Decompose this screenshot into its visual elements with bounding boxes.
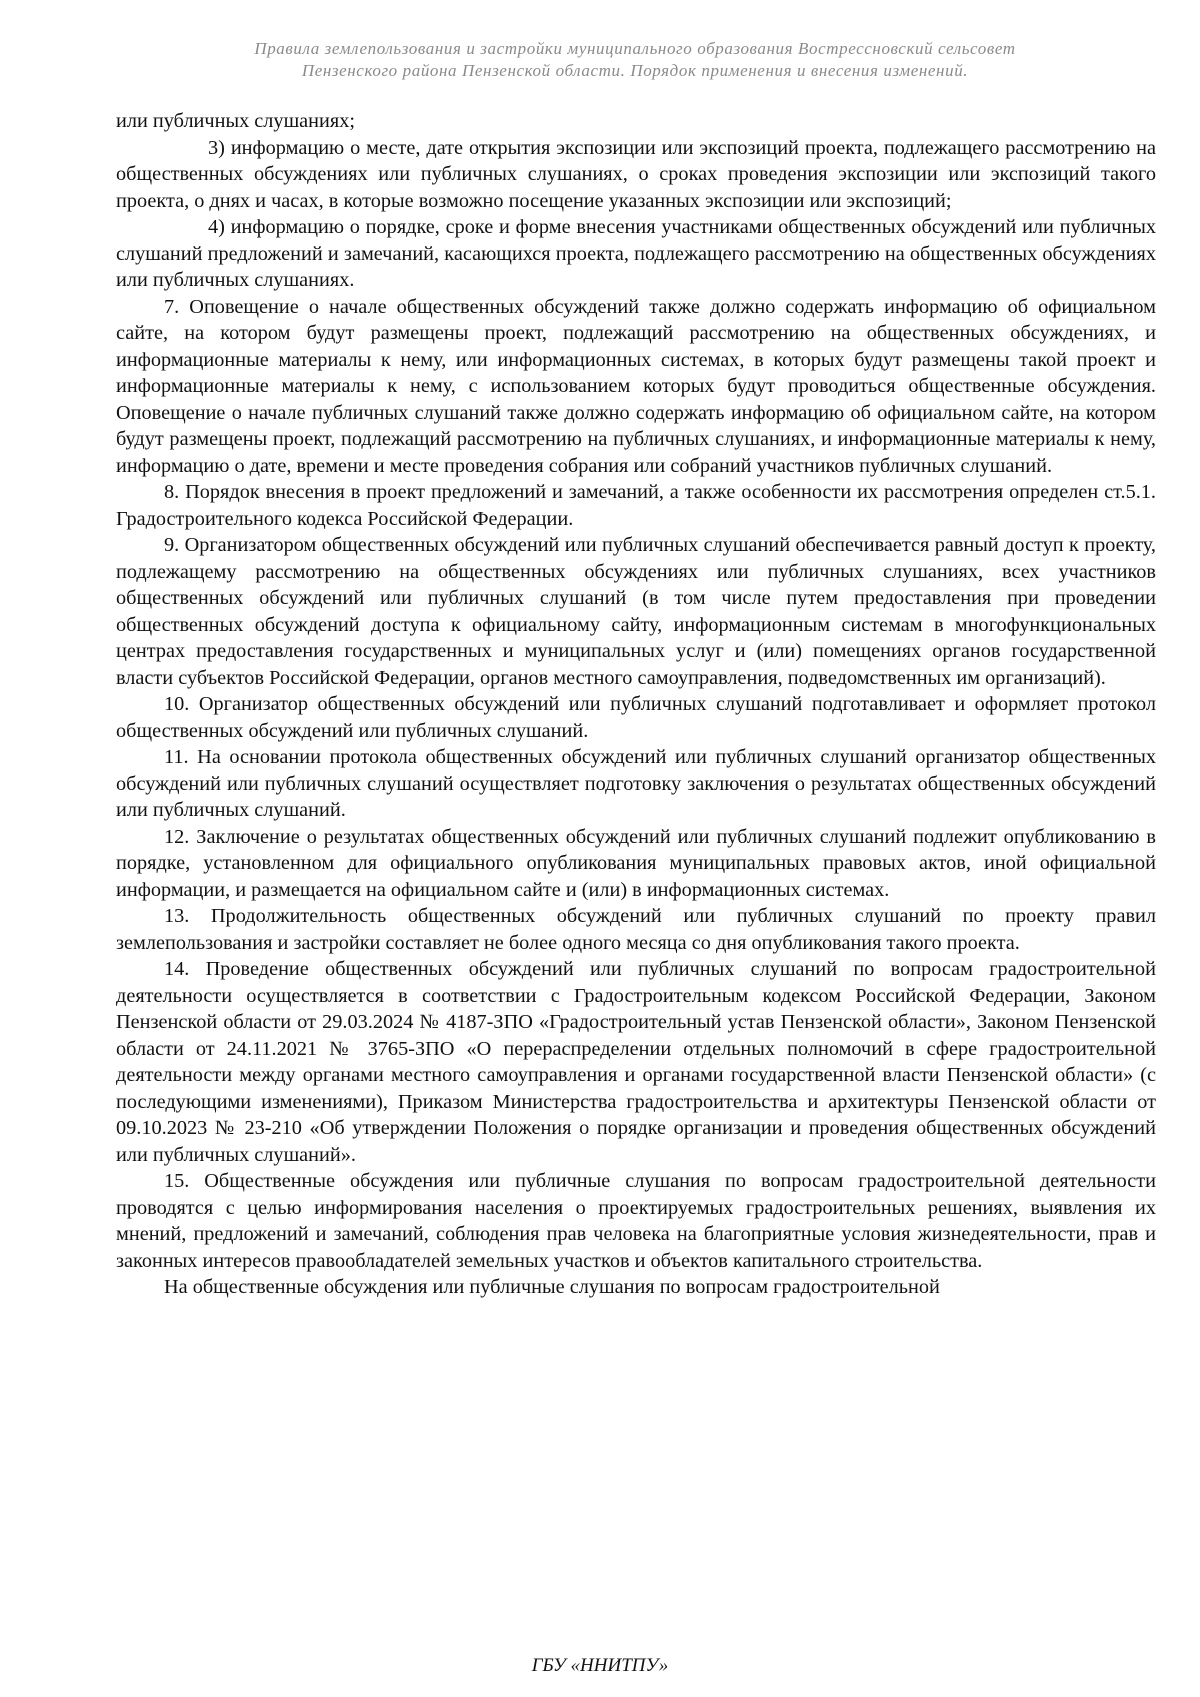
paragraph-item-15-continued: На общественные обсуждения или публичные слушания по вопросам градостроительной bbox=[164, 1276, 940, 1298]
document-body bbox=[116, 108, 1156, 1301]
paragraph-item-11: 11. На основании протокола общественных обсуждений или публичных слушаний организатор общественных обсуждений или публичных слушаний осуществляет подготовку заключения о результатах общественных обсуждений или публичных слушаний. bbox=[116, 746, 1156, 821]
paragraph-item-13: 13. Продолжительность общественных обсуждений или публичных слушаний по проекту правил землепользования и застройки составляет не более одного месяца со дня опубликования такого проекта. bbox=[116, 905, 1156, 954]
paragraph-continuation: или публичных слушаниях; bbox=[116, 110, 355, 132]
paragraph-item-7: 7. Оповещение о начале общественных обсуждений также должно содержать информацию об официальном сайте, на котором будут размещены проект, подлежащий рассмотрению на общественных обсуждениях, и информационные материалы к нему, или информационных системах, в которых будут размещены такой проект и информационные материалы к нему, с использованием которых будут проводиться общественные обсуждения. Оповещение о начале публичных слушаний также должно содержать информацию об официальном сайте, на котором будут размещены проект, подлежащий рассмотрению на публичных слушаниях, и информационные материалы к нему, информацию о дате, времени и месте проведения собрания или собраний участников публичных слушаний. bbox=[116, 295, 1156, 477]
paragraph-subitem-3: 3) информацию о месте, дате открытия экспозиции или экспозиций проекта, подлежащего рассмотрению на общественных обсуждениях или публичных слушаниях, о сроках проведения экспозиции или экспозиций такого проекта, о днях и часах, в которые возможно посещение указанных экспозиции или экспозиций; bbox=[116, 136, 1156, 212]
paragraph-item-8: 8. Порядок внесения в проект предложений и замечаний, а также особенности их рассмотрения определен ст.5.1. Градостроительного кодекса Российской Федерации. bbox=[116, 481, 1156, 530]
running-header-line-1: Правила землепользования и застройки муниципального образования Вострессновский сельсовет bbox=[254, 39, 1016, 58]
paragraph-item-9: 9. Организатором общественных обсуждений или публичных слушаний обеспечивается равный доступ к проекту, подлежащему рассмотрению на общественных обсуждениях или публичных слушаниях, всех участников общественных обсуждений или публичных слушаний (в том числе путем предоставления при проведении общественных обсуждений доступа к официальному сайту, информационным системам в многофункциональных центрах предоставления государственных и муниципальных услуг и (или) помещениях органов государственной власти субъектов Российской Федерации, органов местного самоуправления, подведомственных им организаций). bbox=[116, 534, 1156, 689]
running-footer: ГБУ «ННИТПУ» bbox=[531, 1655, 669, 1676]
running-header-line-2: Пензенского района Пензенской области. Порядок применения и внесения изменений. bbox=[301, 61, 969, 80]
paragraph-item-15: 15. Общественные обсуждения или публичные слушания по вопросам градостроительной деятельности проводятся с целью информирования населения о проектируемых градостроительных решениях, выявления их мнений, предложений и замечаний, соблюдения прав человека на благоприятные условия жизнедеятельности, прав и законных интересов правообладателей земельных участков и объектов капитального строительства. bbox=[116, 1170, 1156, 1272]
paragraph-item-10: 10. Организатор общественных обсуждений или публичных слушаний подготавливает и оформляет протокол общественных обсуждений или публичных слушаний. bbox=[116, 693, 1156, 742]
running-header bbox=[120, 38, 1150, 82]
paragraph-subitem-4: 4) информацию о порядке, сроке и форме внесения участниками общественных обсуждений или публичных слушаний предложений и замечаний, касающихся проекта, подлежащего рассмотрению на общественных обсуждениях или публичных слушаниях. bbox=[116, 216, 1156, 291]
paragraph-item-12: 12. Заключение о результатах общественных обсуждений или публичных слушаний подлежит опубликованию в порядке, установленном для официального опубликования муниципальных правовых актов, иной официальной информации, и размещается на официальном сайте и (или) в информационных системах. bbox=[116, 825, 1156, 901]
paragraph-item-14: 14. Проведение общественных обсуждений или публичных слушаний по вопросам градостроительной деятельности осуществляется в соответствии с Градостроительным кодексом Российской Федерации, Законом Пензенской области от 29.03.2024 № 4187-ЗПО «Градостроительный устав Пензенской области», Законом Пензенской области от 24.11.2021 № 3765-ЗПО «О перераспределении отдельных полномочий в сфере градостроительной деятельности между органами местного самоуправления и органами государственной власти Пензенской области» (с последующими изменениями), Приказом Министерства градостроительства и архитектуры Пензенской области от 09.10.2023 № 23-210 «Об утверждении Положения о порядке организации и проведения общественных обсуждений или публичных слушаний». bbox=[116, 958, 1156, 1166]
